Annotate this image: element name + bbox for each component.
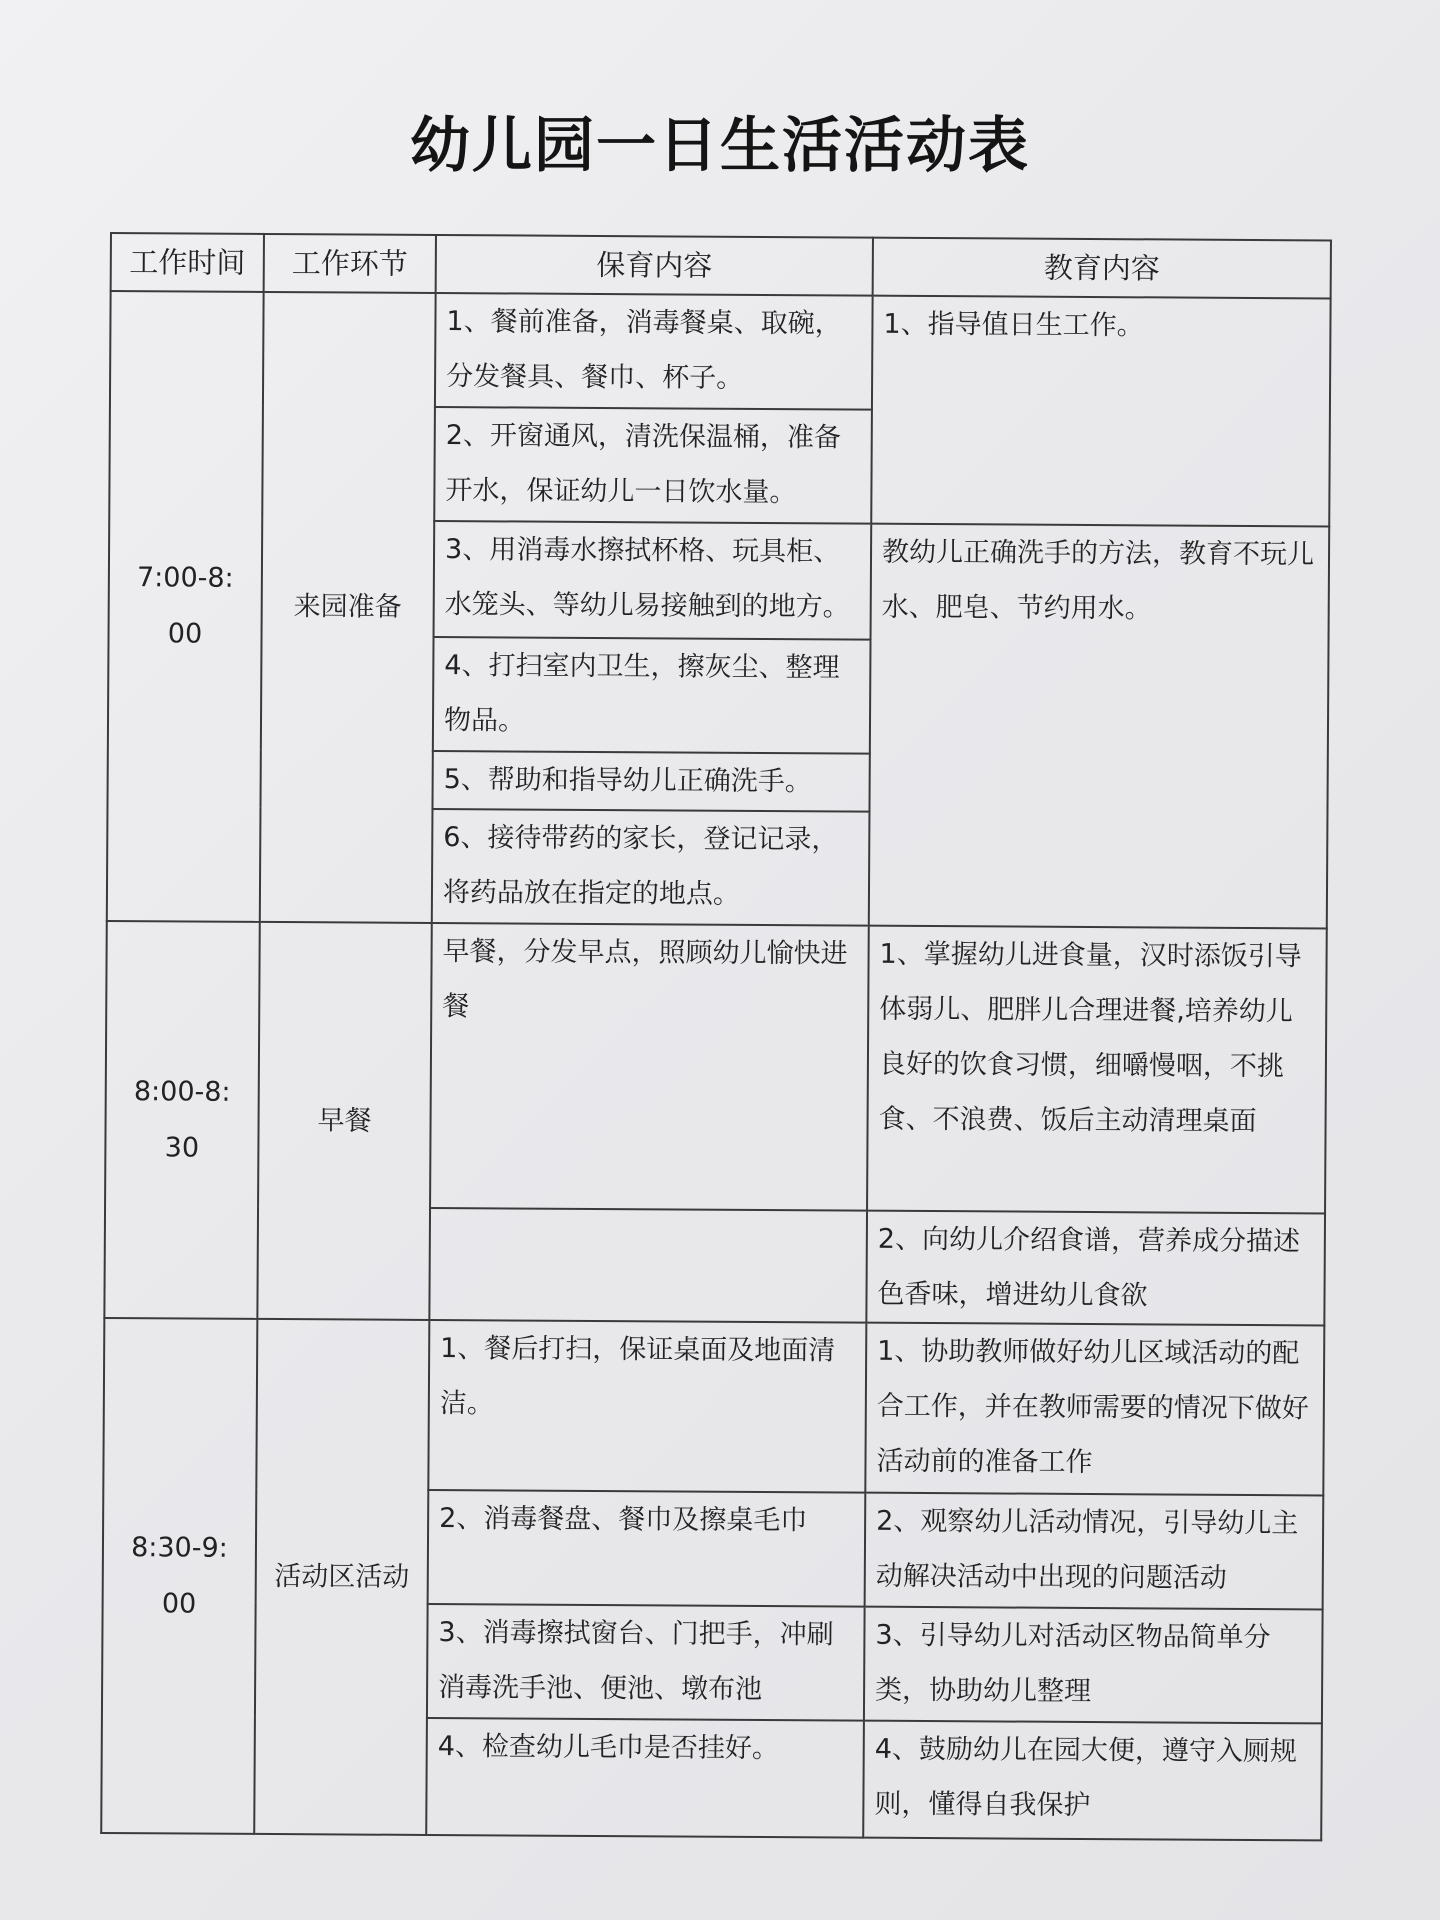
schedule-table — [100, 232, 1332, 1841]
care-cell: 2、消毒餐盘、餐巾及擦桌毛巾 — [428, 1490, 866, 1607]
education-cell: 1、协助教师做好幼儿区域活动的配合工作，并在教师需要的情况下做好活动前的准备工作 — [865, 1323, 1324, 1496]
time-cell: 8:30-9:00 — [101, 1318, 257, 1834]
time-cell: 8:00-8:30 — [104, 921, 259, 1319]
education-cell: 教幼儿正确洗手的方法，教育不玩儿水、肥皂、节约用水。 — [869, 524, 1329, 929]
table-row — [110, 291, 1331, 412]
document-title: 幼儿园一日生活活动表 — [410, 111, 1030, 181]
header-care: 保育内容 — [436, 235, 873, 296]
care-cell: 4、打扫室内卫生，擦灰尘、整理物品。 — [433, 637, 871, 754]
care-cell: 3、用消毒水擦拭杯格、玩具柜、水笼头、等幼儿易接触到的地方。 — [434, 521, 872, 640]
care-cell: 1、餐后打扫，保证桌面及地面清洁。 — [428, 1320, 866, 1493]
education-cell: 3、引导幼儿对活动区物品简单分类，协助幼儿整理 — [864, 1607, 1323, 1724]
stage-cell: 活动区活动 — [254, 1319, 429, 1835]
care-cell: 2、开窗通风，清洗保温桶，准备开水，保证幼儿一日饮水量。 — [434, 407, 872, 524]
care-cell: 5、帮助和指导幼儿正确洗手。 — [432, 751, 869, 812]
education-cell: 2、观察幼儿活动情况，引导幼儿主动解决活动中出现的问题活动 — [865, 1493, 1324, 1610]
care-cell-empty — [429, 1208, 867, 1323]
care-cell: 6、接待带药的家长，登记记录，将药品放在指定的地点。 — [432, 809, 870, 926]
table-row — [103, 1318, 1324, 1495]
header-stage: 工作环节 — [264, 234, 436, 293]
care-cell: 3、消毒擦拭窗台、门把手，冲刷消毒洗手池、便池、墩布池 — [427, 1604, 865, 1721]
stage-cell: 来园准备 — [260, 292, 436, 923]
stage-cell: 早餐 — [257, 922, 431, 1320]
table-row — [105, 921, 1327, 1213]
header-time: 工作时间 — [111, 233, 264, 292]
header-education: 教育内容 — [873, 238, 1331, 299]
education-cell: 1、指导值日生工作。 — [871, 296, 1330, 527]
time-cell: 7:00-8:00 — [107, 291, 264, 922]
education-cell: 4、鼓励幼儿在园大便，遵守入厕规则，懂得自我保护 — [863, 1721, 1322, 1841]
care-cell: 早餐，分发早点，照顾幼儿愉快进餐 — [430, 923, 869, 1211]
education-cell: 2、向幼儿介绍食谱，营养成分描述色香味，增进幼儿食欲 — [866, 1211, 1325, 1326]
table-header-row — [111, 233, 1331, 298]
care-cell: 4、检查幼儿毛巾是否挂好。 — [426, 1718, 864, 1838]
education-cell: 1、掌握幼儿进食量，汉时添饭引导体弱儿、肥胖儿合理进餐,培养幼儿良好的饮食习惯，细嚼慢咽，不挑食、不浪费、饭后主动清理桌面 — [867, 926, 1327, 1214]
care-cell: 1、餐前准备，消毒餐桌、取碗，分发餐具、餐巾、杯子。 — [435, 293, 873, 410]
